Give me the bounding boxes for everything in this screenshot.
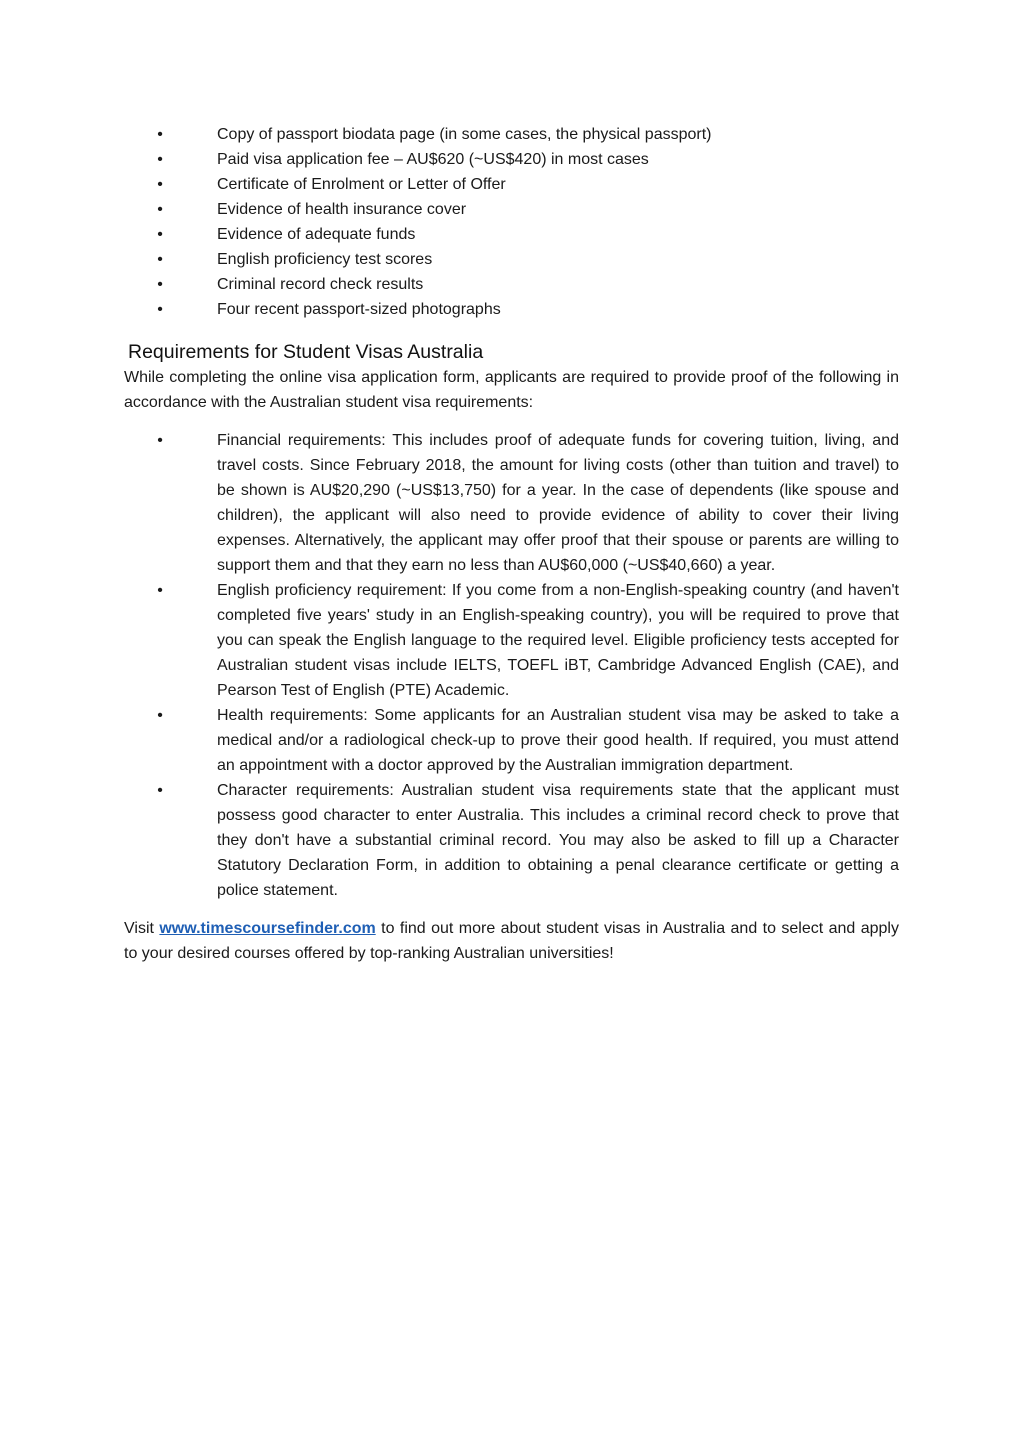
website-link[interactable]: www.timescoursefinder.com [159,920,376,937]
list-item-text: Health requirements: Some applicants for an Australian student visa may be asked to take a medical and/or a radiological check-up to prove their good health. If required, you must attend an appointment with a doctor approved by the Australian immigration department. [217,707,899,774]
document-body [124,122,899,966]
bullet-icon: • [157,582,163,599]
list-item-text: English proficiency requirement: If you come from a non-English-speaking country (and haven't completed five years' study in an English-speaking country), you will be required to prove that you can speak the English language to the required level. Eligible proficiency tests accepted for Australian student visas include IELTS, TOEFL iBT, Cambridge Advanced English (CAE), and Pearson Test of English (PTE) Academic. [217,582,899,699]
list-item [124,297,899,322]
bullet-icon: • [157,126,163,143]
list-item-text: Character requirements: Australian student visa requirements state that the applicant must possess good character to enter Australia. This includes a criminal record check to prove that they don't have a substantial criminal record. You may also be asked to fill up a Character Statutory Declaration Form, in addition to obtaining a penal clearance certificate or getting a police statement. [217,782,899,899]
list-item [124,272,899,297]
list-item [124,578,899,703]
bullet-icon: • [157,226,163,243]
bullet-icon: • [157,176,163,193]
requirements-list [124,428,899,903]
list-item [124,222,899,247]
list-item-text: Criminal record check results [217,276,424,293]
bullet-icon: • [157,707,163,724]
closing-suffix: to find out more about student visas in Australia and to select and apply to your desired courses offered by top-ranking Australian universities! [124,920,899,962]
list-item-text: Financial requirements: This includes proof of adequate funds for covering tuition, living, and travel costs. Since February 2018, the amount for living costs (other than tuition and travel) to be shown is AU$20,290 (~US$13,750) for a year. In the case of dependents (like spouse and children), the applicant will also need to provide evidence of ability to cover their living expenses. Alternatively, the applicant may offer proof that their spouse or parents are willing to support them and that they earn no less than AU$60,000 (~US$40,660) a year. [217,432,899,574]
bullet-icon: • [157,301,163,318]
list-item [124,172,899,197]
bullet-icon: • [157,432,163,449]
list-item-text: Paid visa application fee – AU$620 (~US$420) in most cases [217,151,649,168]
list-item-text: Certificate of Enrolment or Letter of Offer [217,176,506,193]
list-item [124,197,899,222]
bullet-icon: • [157,201,163,218]
list-item-text: Evidence of adequate funds [217,226,416,243]
section-heading: Requirements for Student Visas Australia [128,341,484,363]
list-item-text: Copy of passport biodata page (in some cases, the physical passport) [217,126,712,143]
list-item-text: Four recent passport-sized photographs [217,301,501,318]
bullet-icon: • [157,251,163,268]
bullet-icon: • [157,276,163,293]
list-item [124,122,899,147]
list-item-text: Evidence of health insurance cover [217,201,467,218]
list-item [124,778,899,903]
list-item [124,703,899,778]
bullet-icon: • [157,782,163,799]
document-checklist [124,122,899,322]
list-item [124,247,899,272]
list-item-text: English proficiency test scores [217,251,433,268]
intro-paragraph: While completing the online visa application form, applicants are required to provide proof of the following in accordance with the Australian student visa requirements: [124,369,899,411]
list-item [124,147,899,172]
closing-paragraph [124,916,899,966]
closing-prefix: Visit [124,920,160,937]
list-item [124,428,899,578]
bullet-icon: • [157,151,163,168]
